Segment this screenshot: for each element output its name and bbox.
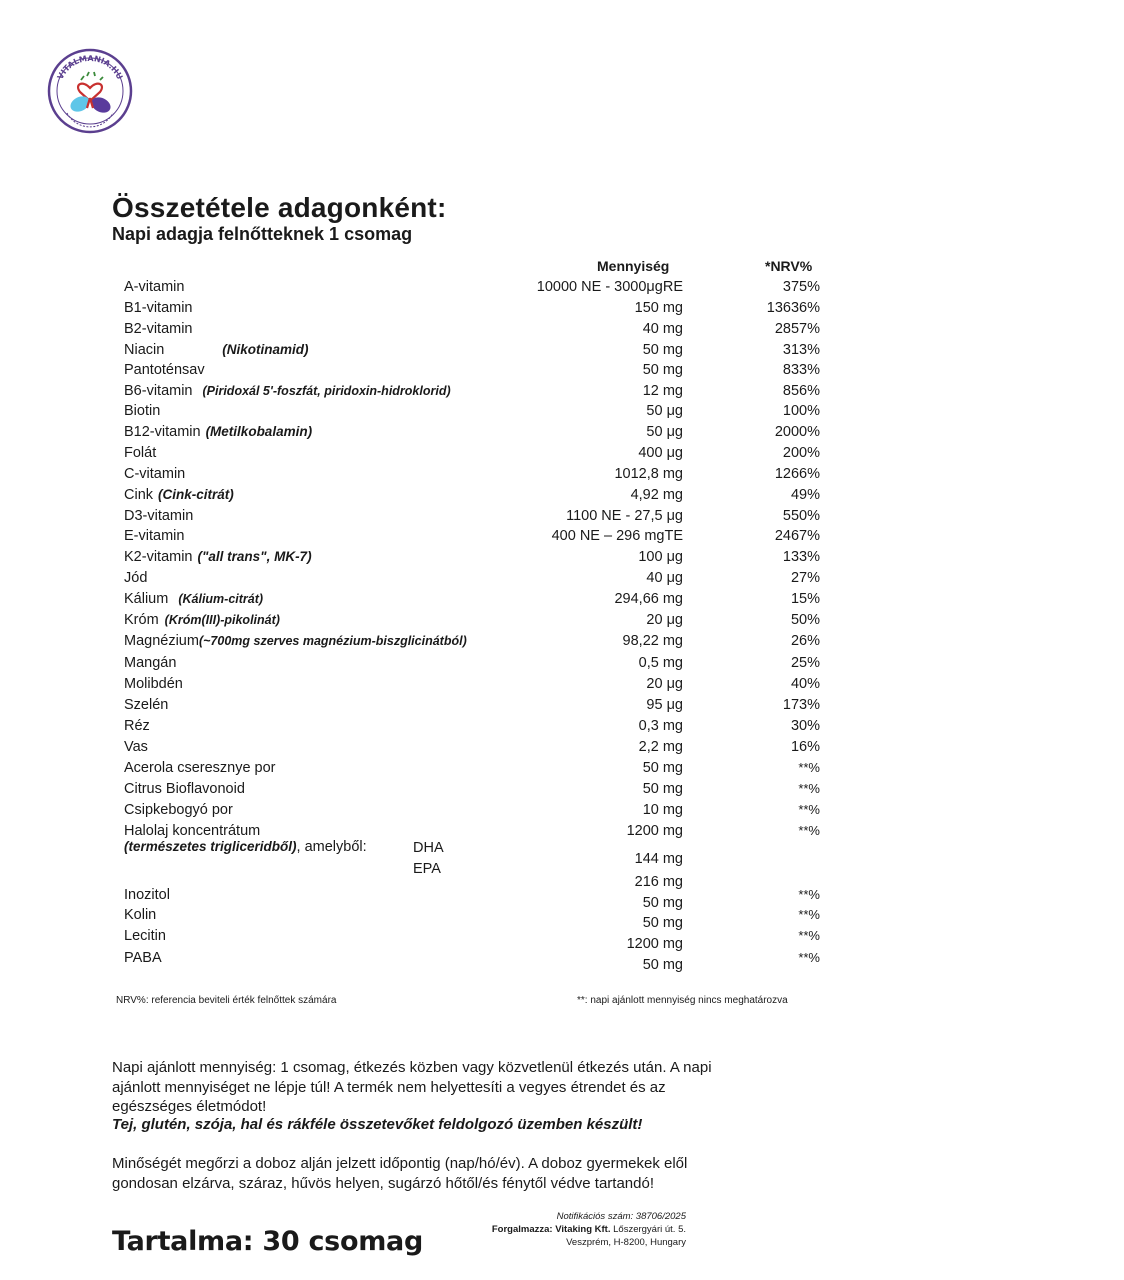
ingredient-quantity: 98,22 mg	[622, 633, 683, 649]
ingredient-name: Inozitol	[124, 887, 170, 903]
ingredient-quantity: 10 mg	[642, 802, 683, 818]
ingredient-label: Réz	[124, 718, 150, 734]
ingredient-nrv: 49%	[790, 487, 820, 503]
ingredient-nrv: 40%	[790, 676, 820, 692]
ingredient-name	[124, 445, 156, 461]
ingredient-label: Folát	[124, 445, 157, 461]
table-row	[0, 760, 1124, 780]
ingredient-form: (Cink-citrát)	[158, 487, 234, 502]
ingredient-nrv: **%	[798, 802, 820, 817]
ingredient-label: Kálium	[124, 591, 169, 607]
table-row	[0, 549, 1124, 569]
ingredient-label: Pantoténsav	[124, 362, 205, 378]
ingredient-name	[124, 362, 205, 378]
ingredient-label: K2-vitamin	[124, 549, 193, 565]
ingredient-label: Szelén	[124, 697, 169, 713]
ingredient-nrv: 833%	[782, 362, 820, 378]
ingredient-name	[124, 760, 276, 776]
ingredient-quantity: 100 μg	[638, 549, 683, 565]
ingredient-label: Halolaj koncentrátum	[124, 823, 261, 839]
table-row	[0, 445, 1124, 465]
ingredient-quantity: 50 mg	[642, 781, 683, 797]
fish-oil-source-line	[124, 839, 367, 855]
ingredient-label: Csipkebogyó por	[124, 802, 233, 818]
ingredient-quantity: 20 μg	[646, 612, 683, 628]
table-row	[0, 950, 1124, 973]
logo-text: VITALMANIA.HU	[55, 53, 125, 81]
ingredient-nrv: 133%	[782, 549, 820, 565]
ingredient-name: PABA	[124, 950, 162, 966]
table-row	[0, 466, 1124, 486]
ingredient-nrv: **%	[798, 760, 820, 775]
distributor-line	[460, 1223, 686, 1236]
ingredient-name	[124, 321, 193, 337]
ingredient-name	[124, 570, 147, 586]
ingredient-quantity: 150 mg	[634, 300, 683, 316]
ingredient-nrv: 100%	[782, 403, 820, 419]
ingredient-name	[124, 591, 263, 607]
ingredient-nrv: **%	[798, 887, 820, 902]
table-row	[0, 383, 1124, 403]
ingredient-label: Molibdén	[124, 676, 183, 692]
ingredient-name	[124, 549, 312, 565]
ingredient-quantity: 1200 mg	[626, 936, 683, 952]
table-row	[0, 697, 1124, 717]
ingredient-name: Lecitin	[124, 928, 166, 944]
table-row	[0, 676, 1124, 696]
ingredient-nrv: 1266%	[774, 466, 820, 482]
ingredient-nrv: 50%	[790, 612, 820, 628]
ingredient-name	[124, 466, 185, 482]
ingredient-quantity: 4,92 mg	[630, 487, 683, 503]
ingredient-nrv: 15%	[790, 591, 820, 607]
ingredient-quantity: 50 μg	[646, 403, 683, 419]
ingredient-quantity: 50 mg	[642, 362, 683, 378]
ingredient-name	[124, 342, 309, 358]
ingredient-quantity: 12 mg	[642, 383, 683, 399]
ingredient-name	[124, 612, 280, 628]
ingredient-label: Magnézium	[124, 633, 199, 649]
ingredient-nrv: 2000%	[774, 424, 820, 440]
ingredient-name	[124, 300, 193, 316]
composition-title: Összetétele adagonként:	[112, 192, 447, 223]
ingredient-nrv: **%	[798, 781, 820, 796]
ingredient-nrv: 30%	[790, 718, 820, 734]
table-row	[0, 300, 1124, 320]
ingredient-name	[124, 676, 183, 692]
table-row	[0, 424, 1124, 444]
ingredient-name	[124, 508, 193, 524]
table-row	[0, 655, 1124, 675]
ingredient-name	[124, 823, 260, 839]
distributor-address2: Veszprém, H-8200, Hungary	[566, 1237, 686, 1248]
table-row	[0, 633, 1124, 653]
table-row	[0, 487, 1124, 507]
ingredient-label: E-vitamin	[124, 528, 185, 544]
ingredient-nrv: 16%	[790, 739, 820, 755]
ingredient-name	[124, 279, 184, 295]
ingredient-form: (Nikotinamid)	[222, 342, 309, 357]
table-row	[0, 718, 1124, 738]
ingredient-name	[124, 739, 148, 755]
ingredient-label: Mangán	[124, 655, 177, 671]
ingredient-label: Vas	[124, 739, 148, 755]
table-row	[0, 739, 1124, 759]
storage-text: Minőségét megőrzi a doboz alján jelzett időpontig (nap/hó/év). A doboz gyermekek elől gondosan elzárva, száraz, hűvös helyen, sugárzó hőtől/és fénytől védve tartandó!	[112, 1155, 688, 1192]
ingredient-name	[124, 802, 233, 818]
usage-text: Napi ajánlott mennyiség: 1 csomag, étkezés közben vagy közvetlenül étkezés után. A napi ajánlott mennyiséget ne lépje túl! A termék nem helyettesíti a vegyes étrendet és az egészséges életmódot!	[112, 1059, 712, 1115]
table-row	[0, 570, 1124, 590]
distributor-block	[460, 1210, 686, 1249]
notification-number: Notifikációs szám: 38706/2025	[556, 1211, 686, 1222]
epa-quantity: 216 mg	[634, 874, 683, 890]
ingredient-label: Niacin	[124, 342, 165, 358]
table-row	[0, 802, 1124, 822]
nrv-header: *NRV%	[765, 258, 813, 274]
ingredient-quantity: 40 mg	[642, 321, 683, 337]
ingredient-nrv: 13636%	[766, 300, 820, 316]
ingredient-form: ("all trans", MK-7)	[197, 549, 312, 564]
ingredient-form: (Kálium-citrát)	[178, 592, 264, 606]
ingredient-nrv: **%	[798, 907, 820, 922]
quantity-header: Mennyiség	[597, 258, 670, 274]
fish-oil-source: (természetes trigliceridből)	[124, 839, 297, 854]
ingredient-quantity: 1012,8 mg	[614, 466, 683, 482]
ingredient-nrv: 25%	[790, 655, 820, 671]
stars-footnote: **: napi ajánlott mennyiség nincs meghatározva	[577, 995, 788, 1006]
ingredient-name	[124, 697, 168, 713]
of-which-label: , amelyből:	[296, 839, 367, 855]
ingredient-label: B2-vitamin	[124, 321, 193, 337]
ingredient-form: (Króm(III)-pikolinát)	[164, 613, 280, 627]
ingredient-quantity: 0,5 mg	[638, 655, 683, 671]
ingredient-form: (Metilkobalamin)	[205, 424, 313, 439]
ingredient-quantity: 400 μg	[638, 445, 683, 461]
package-content: Tartalma: 30 csomag	[112, 1226, 423, 1257]
ingredient-name	[124, 487, 234, 503]
dha-quantity: 144 mg	[634, 851, 683, 867]
ingredient-nrv: 2857%	[774, 321, 820, 337]
table-row	[0, 887, 1124, 911]
table-row	[0, 362, 1124, 382]
ingredient-name	[124, 781, 245, 797]
ingredient-label: Acerola cseresznye por	[124, 760, 276, 776]
ingredient-quantity: 2,2 mg	[638, 739, 683, 755]
ingredient-label: A-vitamin	[124, 279, 185, 295]
ingredient-quantity: 50 mg	[642, 915, 683, 931]
table-row	[0, 591, 1124, 611]
table-row	[0, 508, 1124, 528]
table-row	[0, 928, 1124, 952]
ingredient-nrv: **%	[798, 928, 820, 943]
epa-label: EPA	[413, 861, 441, 877]
ingredient-nrv: 26%	[790, 633, 820, 649]
ingredient-quantity: 50 mg	[642, 342, 683, 358]
ingredient-label: Biotin	[124, 403, 161, 419]
ingredient-nrv: 550%	[782, 508, 820, 524]
ingredient-label: Jód	[124, 570, 148, 586]
ingredient-label: Citrus Bioflavonoid	[124, 781, 245, 797]
ingredient-name	[124, 718, 150, 734]
ingredient-nrv: 200%	[782, 445, 820, 461]
table-row	[0, 342, 1124, 362]
daily-dose-subtitle: Napi adagja felnőtteknek 1 csomag	[112, 224, 413, 244]
table-row	[0, 279, 1124, 299]
ingredient-label: B6-vitamin	[124, 383, 193, 399]
ingredient-quantity: 40 μg	[646, 570, 683, 586]
ingredient-name	[124, 424, 312, 440]
ingredient-nrv: **%	[798, 823, 820, 838]
table-row	[0, 907, 1124, 931]
table-row	[0, 321, 1124, 341]
ingredient-quantity: 95 μg	[646, 697, 683, 713]
ingredient-nrv: 375%	[782, 279, 820, 295]
ingredient-nrv: 173%	[782, 697, 820, 713]
table-row	[0, 403, 1124, 423]
distributor-name: Vitaking Kft.	[555, 1224, 611, 1235]
ingredient-label: D3-vitamin	[124, 508, 194, 524]
ingredient-quantity: 400 NE – 296 mgTE	[551, 528, 683, 544]
ingredient-name	[124, 528, 184, 544]
ingredient-nrv: 2467%	[774, 528, 820, 544]
vitalmania-logo	[47, 48, 133, 134]
nrv-footnote: NRV%: referencia beviteli érték felnőttek számára	[116, 995, 337, 1006]
ingredient-quantity: 0,3 mg	[638, 718, 683, 734]
ingredient-form: (Piridoxál 5'-foszfát, piridoxin-hidroklorid)	[202, 384, 451, 398]
ingredient-name	[124, 655, 176, 671]
ingredient-nrv: **%	[798, 950, 820, 965]
ingredient-quantity: 1200 mg	[626, 823, 683, 839]
ingredient-name: Kolin	[124, 907, 157, 923]
ingredient-quantity: 20 μg	[646, 676, 683, 692]
ingredient-form: (~700mg szerves magnézium-biszglicinátból)	[198, 634, 467, 648]
ingredient-quantity: 50 mg	[642, 957, 683, 973]
ingredient-quantity: 294,66 mg	[614, 591, 683, 607]
distributor-address1: Lőszergyári út. 5.	[613, 1224, 686, 1235]
ingredient-quantity: 10000 NE - 3000μgRE	[536, 279, 683, 295]
table-row	[0, 781, 1124, 801]
ingredient-nrv: 313%	[782, 342, 820, 358]
ingredient-name	[124, 383, 451, 399]
dha-label: DHA	[413, 840, 444, 856]
ingredient-nrv: 856%	[782, 383, 820, 399]
ingredient-name	[124, 403, 160, 419]
ingredient-quantity: 1100 NE - 27,5 μg	[566, 508, 683, 524]
ingredient-label: Króm	[124, 612, 159, 628]
table-row	[0, 528, 1124, 548]
table-row	[0, 612, 1124, 632]
ingredient-name	[124, 633, 467, 649]
distributor-label: Forgalmazza:	[491, 1224, 553, 1235]
ingredient-quantity: 50 μg	[646, 424, 683, 440]
ingredient-quantity: 50 mg	[642, 895, 683, 911]
ingredient-label: C-vitamin	[124, 466, 186, 482]
ingredient-label: B12-vitamin	[124, 424, 201, 440]
ingredient-label: Cink	[124, 487, 154, 503]
ingredient-label: B1-vitamin	[124, 300, 193, 316]
allergen-warning: Tej, glutén, szója, hal és rákféle összetevőket feldolgozó üzemben készült!	[112, 1116, 643, 1133]
ingredient-quantity: 50 mg	[642, 760, 683, 776]
ingredient-nrv: 27%	[790, 570, 820, 586]
